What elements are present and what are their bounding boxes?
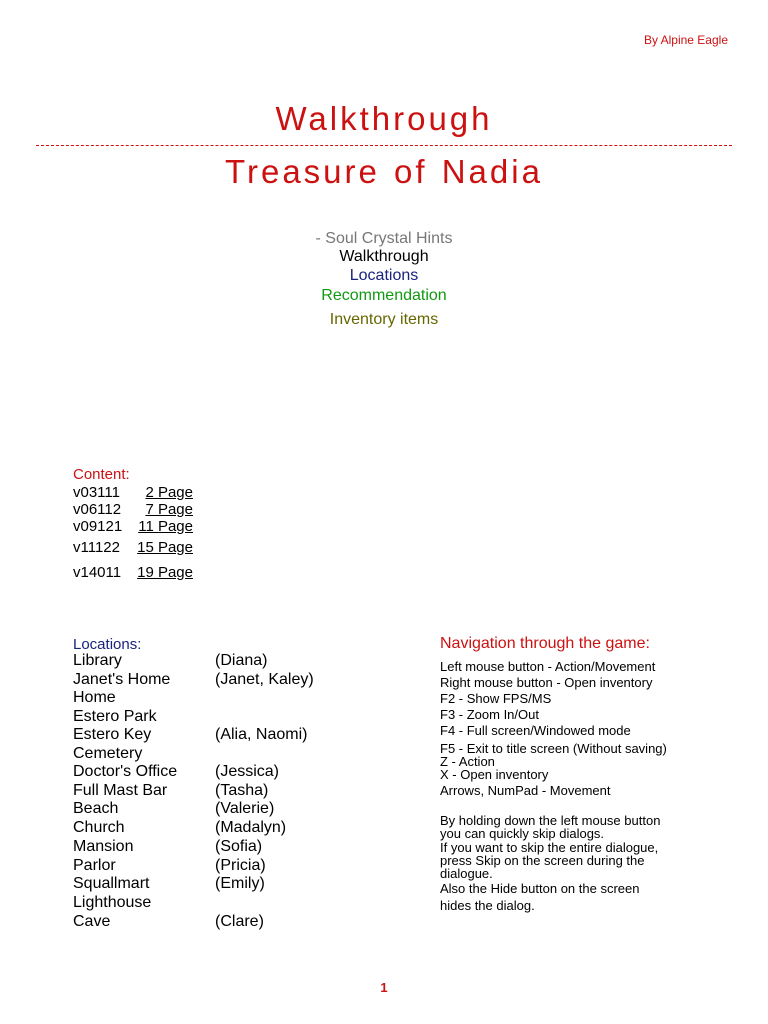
control-line: F5 - Exit to title screen (Without saving)	[440, 741, 667, 756]
location-characters: (Tasha)	[215, 782, 269, 799]
location-name: Full Mast Bar	[73, 782, 168, 799]
location-row	[73, 819, 393, 837]
location-row	[73, 689, 393, 707]
location-name: Cave	[73, 913, 111, 930]
location-row	[73, 726, 393, 744]
navigation-heading: Navigation through the game:	[440, 635, 650, 652]
location-row	[73, 745, 393, 763]
control-line: F4 - Full screen/Windowed mode	[440, 723, 631, 738]
version-row	[73, 564, 193, 581]
location-name: Cemetery	[73, 745, 143, 762]
location-row	[73, 763, 393, 781]
tip-line: If you want to skip the entire dialogue,	[440, 840, 659, 855]
version-code: v03111	[73, 484, 120, 501]
tip-line: you can quickly skip dialogs.	[440, 826, 605, 841]
location-characters: (Alia, Naomi)	[215, 726, 308, 743]
location-characters: (Sofia)	[215, 838, 263, 855]
page-number: 1	[380, 980, 388, 995]
version-page-link[interactable]: 2 Page	[145, 484, 193, 501]
location-characters: (Emily)	[215, 875, 265, 892]
location-row	[73, 708, 393, 726]
location-row	[73, 671, 393, 689]
location-name: Library	[73, 652, 122, 669]
control-line: Arrows, NumPad - Movement	[440, 783, 611, 798]
location-row	[73, 800, 393, 818]
title-divider	[36, 145, 732, 146]
location-name: Squallmart	[73, 875, 150, 892]
version-code: v06112	[73, 501, 122, 518]
version-row	[73, 539, 193, 556]
control-line: Right mouse button - Open inventory	[440, 675, 653, 690]
version-code: v09121	[73, 518, 123, 535]
version-page-link[interactable]: 7 Page	[145, 501, 193, 518]
version-code: v11122	[73, 539, 120, 556]
location-row	[73, 838, 393, 856]
location-row	[73, 652, 393, 670]
game-title: Treasure of Nadia	[225, 153, 543, 190]
location-name: Estero Key	[73, 726, 152, 743]
location-characters: (Pricia)	[215, 857, 266, 874]
location-characters: (Diana)	[215, 652, 268, 669]
version-row	[73, 484, 193, 501]
link-locations[interactable]: Locations	[349, 267, 419, 284]
location-row	[73, 913, 393, 931]
tip-line: By holding down the left mouse button	[440, 813, 661, 828]
location-row	[73, 782, 393, 800]
location-characters: (Janet, Kaley)	[215, 671, 314, 688]
tip-line: press Skip on the screen during the	[440, 853, 645, 868]
document-title: Walkthrough	[275, 100, 493, 137]
location-row	[73, 894, 393, 912]
location-name: Home	[73, 689, 116, 706]
location-name: Estero Park	[73, 708, 157, 725]
tip-line: Also the Hide button on the screen	[440, 881, 640, 896]
tip-line: dialogue.	[440, 866, 493, 881]
location-name: Doctor's Office	[73, 763, 178, 780]
location-name: Church	[73, 819, 125, 836]
location-name: Janet's Home	[73, 671, 171, 688]
author-credit: By Alpine Eagle	[643, 33, 728, 47]
version-page-link[interactable]: 11 Page	[138, 518, 193, 535]
content-heading: Content:	[73, 466, 130, 483]
location-name: Lighthouse	[73, 894, 152, 911]
link-recommendation[interactable]: Recommendation	[321, 287, 447, 304]
version-code: v14011	[73, 564, 122, 581]
location-name: Mansion	[73, 838, 134, 855]
location-characters: (Jessica)	[215, 763, 280, 780]
version-row	[73, 518, 193, 535]
link-inventory-items[interactable]: Inventory items	[329, 311, 439, 328]
control-line: Z - Action	[440, 754, 495, 769]
link-walkthrough[interactable]: Walkthrough	[339, 248, 429, 265]
location-name: Beach	[73, 800, 119, 817]
locations-heading: Locations:	[73, 636, 142, 653]
location-characters: (Madalyn)	[215, 819, 287, 836]
tip-line: hides the dialog.	[440, 898, 535, 913]
location-characters: (Valerie)	[215, 800, 275, 817]
location-characters: (Clare)	[215, 913, 264, 930]
location-row	[73, 875, 393, 893]
control-line: F3 - Zoom In/Out	[440, 707, 539, 722]
location-name: Parlor	[73, 857, 116, 874]
version-row	[73, 501, 193, 518]
link-soul-crystal-hints[interactable]: - Soul Crystal Hints	[315, 230, 453, 247]
control-line: F2 - Show FPS/MS	[440, 691, 552, 706]
version-page-link[interactable]: 15 Page	[137, 539, 193, 556]
version-page-link[interactable]: 19 Page	[137, 564, 193, 581]
control-line: Left mouse button - Action/Movement	[440, 659, 656, 674]
location-row	[73, 857, 393, 875]
control-line: X - Open inventory	[440, 767, 549, 782]
